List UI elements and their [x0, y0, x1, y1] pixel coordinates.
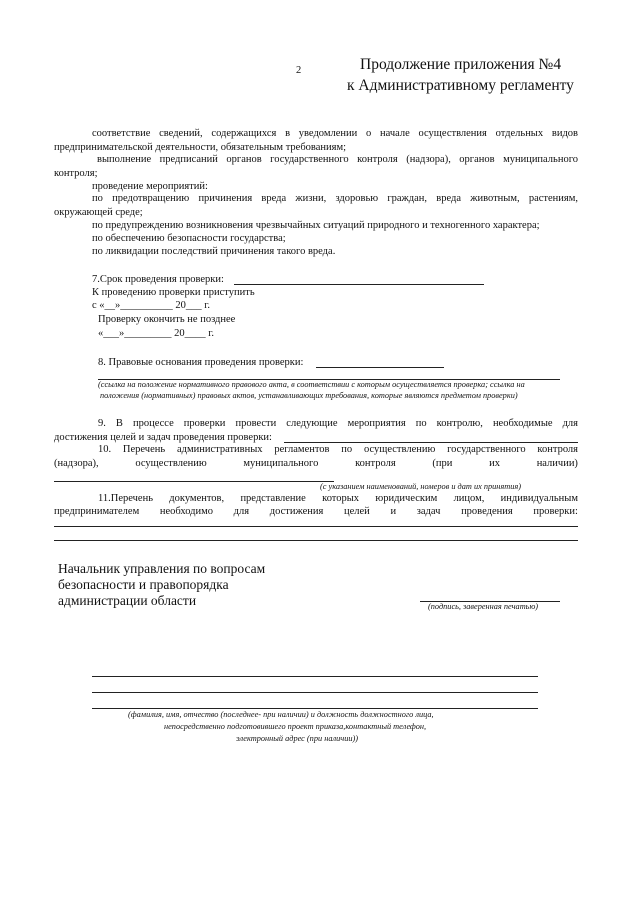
word: проверки: [533, 506, 578, 517]
section-11-line-1 [98, 493, 578, 504]
appendix-subtitle: к Административному регламенту [347, 77, 574, 94]
word: задач [416, 506, 441, 517]
word: (надзора), [54, 458, 99, 469]
body-paragraph-4a [92, 193, 578, 204]
signature-title-line-1: Начальник управления по вопросам [58, 561, 266, 576]
section-9-line-1 [98, 418, 578, 429]
section-11-line-2 [54, 506, 578, 517]
appendix-title: Продолжение приложения №4 [360, 56, 562, 73]
page-number: 2 [296, 65, 302, 76]
section-11-fill-line-1 [54, 526, 578, 527]
section-10-note: (с указанием наименований, номеров и дат их принятия) [320, 482, 522, 491]
word: проведения [461, 506, 513, 517]
section-11-fill-line-2 [54, 540, 578, 541]
section-8-label: 8. Правовые основания проведения проверки: [98, 357, 304, 368]
word: муниципального [243, 458, 319, 469]
word: и [390, 506, 397, 517]
body-text: 11.Перечень документов, представление которых юридическим лицом, индивидуальным [98, 493, 578, 504]
body-paragraph-6: по обеспечению безопасности государства; [92, 233, 286, 244]
word: для [233, 506, 250, 517]
word: наличии) [536, 458, 578, 469]
signature-caption: (подпись, заверенная печатью) [428, 602, 539, 611]
body-paragraph-2a [97, 154, 578, 165]
word: их [489, 458, 500, 469]
word: необходимо [159, 506, 214, 517]
body-paragraph-7: по ликвидации последствий причинения такого вреда. [92, 246, 336, 257]
footer-fill-line-2 [92, 692, 538, 693]
body-text: по предотвращению причинения вреда жизни, здоровью граждан, вреда животным, растениям, [92, 193, 578, 204]
footer-fill-line-1 [92, 676, 538, 677]
word: (при [432, 458, 453, 469]
section-9-fill-line [284, 442, 578, 443]
start-date: с «__»__________ 20___ г. [92, 300, 211, 311]
word: достижения [269, 506, 324, 517]
section-7-fill-line [234, 284, 484, 285]
body-paragraph-1a [92, 128, 578, 139]
body-paragraph-3: проведение мероприятий: [92, 181, 208, 192]
section-8-note-2: положения (нормативных) правовых актов, устанавливающих требования, которые являются предметом проверки) [100, 391, 518, 400]
body-text: соответствие сведений, содержащихся в уведомлении о начале осуществления отдельных видов [92, 128, 578, 139]
signature-title-line-2: безопасности и правопорядка [58, 577, 229, 592]
footer-note-1: (фамилия, имя, отчество (последнее- при наличии) и должность должностного лица, [128, 710, 434, 719]
start-label: К проведению проверки приступить [92, 287, 255, 298]
word: целей [343, 506, 370, 517]
body-text: 10. Перечень административных регламентов по осуществлению государственного контроля [98, 444, 578, 455]
body-paragraph-2b: контроля; [54, 168, 98, 179]
signature-title-line-3: администрации области [58, 593, 197, 608]
section-10-line-2 [54, 458, 578, 469]
word: предпринимателем [54, 506, 140, 517]
section-8-note-1: (ссылка на положение нормативного правового акта, в соответствии с которым осуществляется проверка; ссылка на [98, 380, 525, 389]
end-date: «___»_________ 20____ г. [98, 328, 214, 339]
body-paragraph-1b: предпринимательской деятельности, обязательным требованиям; [54, 142, 347, 153]
section-10-line-1 [98, 444, 578, 455]
section-9-line-2: достижения целей и задач проведения проверки: [54, 432, 272, 443]
section-8-fill-line [316, 367, 444, 368]
end-label: Проверку окончить не позднее [98, 314, 236, 325]
body-text: 9. В процессе проверки провести следующие мероприятия по контролю, необходимые для [98, 418, 578, 429]
footer-note-2: непосредственно подготовившего проект приказа,контактный телефон, [164, 722, 427, 731]
word: контроля [355, 458, 396, 469]
body-paragraph-4b: окружающей среде; [54, 207, 143, 218]
section-7-label: 7.Срок проведения проверки: [92, 274, 224, 285]
section-10-fill-line [54, 481, 334, 482]
body-paragraph-5: по предупреждению возникновения чрезвычайных ситуаций природного и техногенного характера; [92, 220, 540, 231]
footer-note-3: электронный адрес (при наличии)) [236, 734, 359, 743]
word: осуществлению [135, 458, 207, 469]
body-text: выполнение предписаний органов государственного контроля (надзора), органов муниципального [97, 154, 578, 165]
